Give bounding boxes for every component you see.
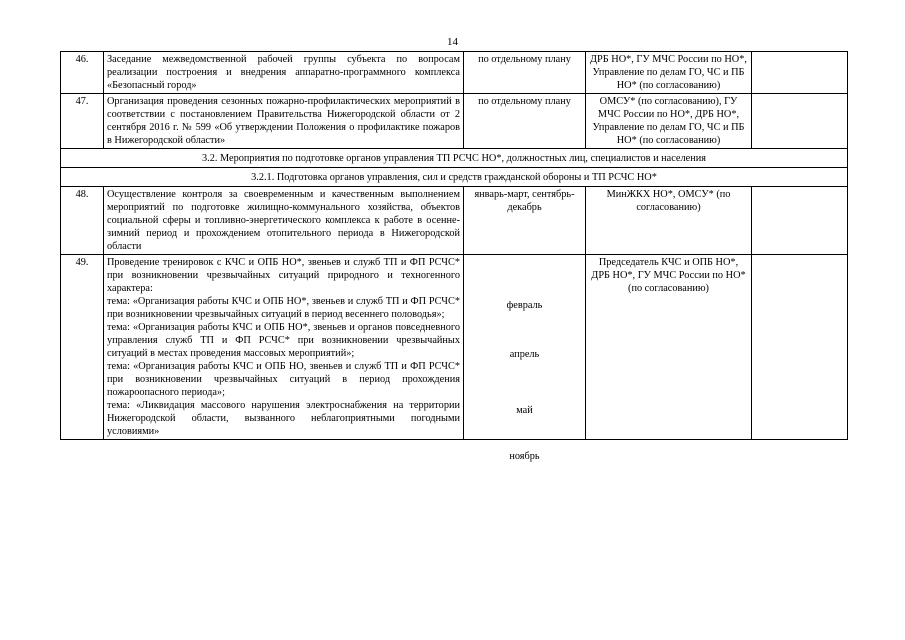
activity-text: Заседание межведомственной рабочей группы субъекта по вопросам реализации построения и внедрения аппаратно-программного комплекса «Безопасный город» bbox=[104, 52, 464, 94]
plan-table bbox=[60, 51, 848, 462]
activity-text: Осуществление контроля за своевременным и качественным выполнением мероприятий по подготовке жилищно-коммунального хозяйства, объектов социальной сферы и топливно-энергетического комплекса к работе в осенне-зимний период и прохождением отопительного периода в Нижегородской области bbox=[104, 187, 464, 255]
section-row bbox=[61, 149, 848, 168]
term-date: май bbox=[516, 405, 533, 416]
term-date: ноябрь bbox=[509, 451, 540, 462]
note-cell bbox=[752, 94, 848, 149]
responsible-cell: ДРБ НО*, ГУ МЧС России по НО*, Управление по делам ГО, ЧС и ПБ НО* (по согласованию) bbox=[586, 52, 752, 94]
note-cell bbox=[752, 52, 848, 94]
row-number: 48. bbox=[61, 187, 104, 255]
note-cell bbox=[752, 187, 848, 255]
table-row bbox=[61, 94, 848, 149]
table-row bbox=[61, 52, 848, 94]
term-cell bbox=[464, 255, 586, 462]
note-cell bbox=[752, 255, 848, 440]
term-date: апрель bbox=[509, 349, 540, 360]
responsible-cell: Председатель КЧС и ОПБ НО*, ДРБ НО*, ГУ МЧС России по НО* (по согласованию) bbox=[586, 255, 752, 440]
activity-text bbox=[104, 255, 464, 440]
term-cell: январь-март, сентябрь-декабрь bbox=[464, 187, 586, 255]
responsible-cell: МинЖКХ НО*, ОМСУ* (по согласованию) bbox=[586, 187, 752, 255]
exercise-topic: тема: «Организация работы КЧС и ОПБ НО, звеньев и служб ТП и ФП РСЧС* при возникновении чрезвычайных ситуаций в период прохождения пожароопасного периода»; bbox=[107, 361, 460, 398]
table-row bbox=[61, 187, 848, 255]
term-cell: по отдельному плану bbox=[464, 94, 586, 149]
row-number: 47. bbox=[61, 94, 104, 149]
responsible-cell: ОМСУ* (по согласованию), ГУ МЧС России по НО*, ДРБ НО*, Управление по делам ГО, ЧС и ПБ НО* (по согласованию) bbox=[586, 94, 752, 149]
row-number: 46. bbox=[61, 52, 104, 94]
section-heading-3-2: 3.2. Мероприятия по подготовке органов управления ТП РСЧС НО*, должностных лиц, специалистов и населения bbox=[61, 149, 848, 168]
term-date: февраль bbox=[506, 300, 543, 311]
section-row bbox=[61, 168, 848, 187]
section-heading-3-2-1: 3.2.1. Подготовка органов управления, сил и средств гражданской обороны и ТП РСЧС НО* bbox=[61, 168, 848, 187]
exercise-intro: Проведение тренировок с КЧС и ОПБ НО*, звеньев и служб ТП и ФП РСЧС* при возникновении чрезвычайных ситуаций природного и техногенного характера: bbox=[107, 257, 460, 294]
exercise-topic: тема: «Организация работы КЧС и ОПБ НО*, звеньев и служб ТП и ФП РСЧС* при возникновении чрезвычайных ситуаций в период весеннего половодья»; bbox=[107, 296, 460, 320]
term-cell: по отдельному плану bbox=[464, 52, 586, 94]
row-number: 49. bbox=[61, 255, 104, 440]
page-number: 14 bbox=[447, 36, 458, 48]
exercise-topic: тема: «Организация работы КЧС и ОПБ НО*, звеньев и органов повседневного управления служб ТП и ФП РСЧС* при возникновении чрезвычайных ситуаций в местах проведения массовых мероприятий»; bbox=[107, 322, 460, 359]
activity-text: Организация проведения сезонных пожарно-профилактических мероприятий в соответствии с постановлением Правительства Нижегородской области от 2 сентября 2016 г. № 599 «Об утверждении Положения о профилактике пожаров в Нижегородской области» bbox=[104, 94, 464, 149]
table-row bbox=[61, 255, 848, 440]
exercise-topic: тема: «Ликвидация массового нарушения электроснабжения на территории Нижегородской области, вызванного неблагоприятными погодными условиями» bbox=[107, 400, 460, 437]
